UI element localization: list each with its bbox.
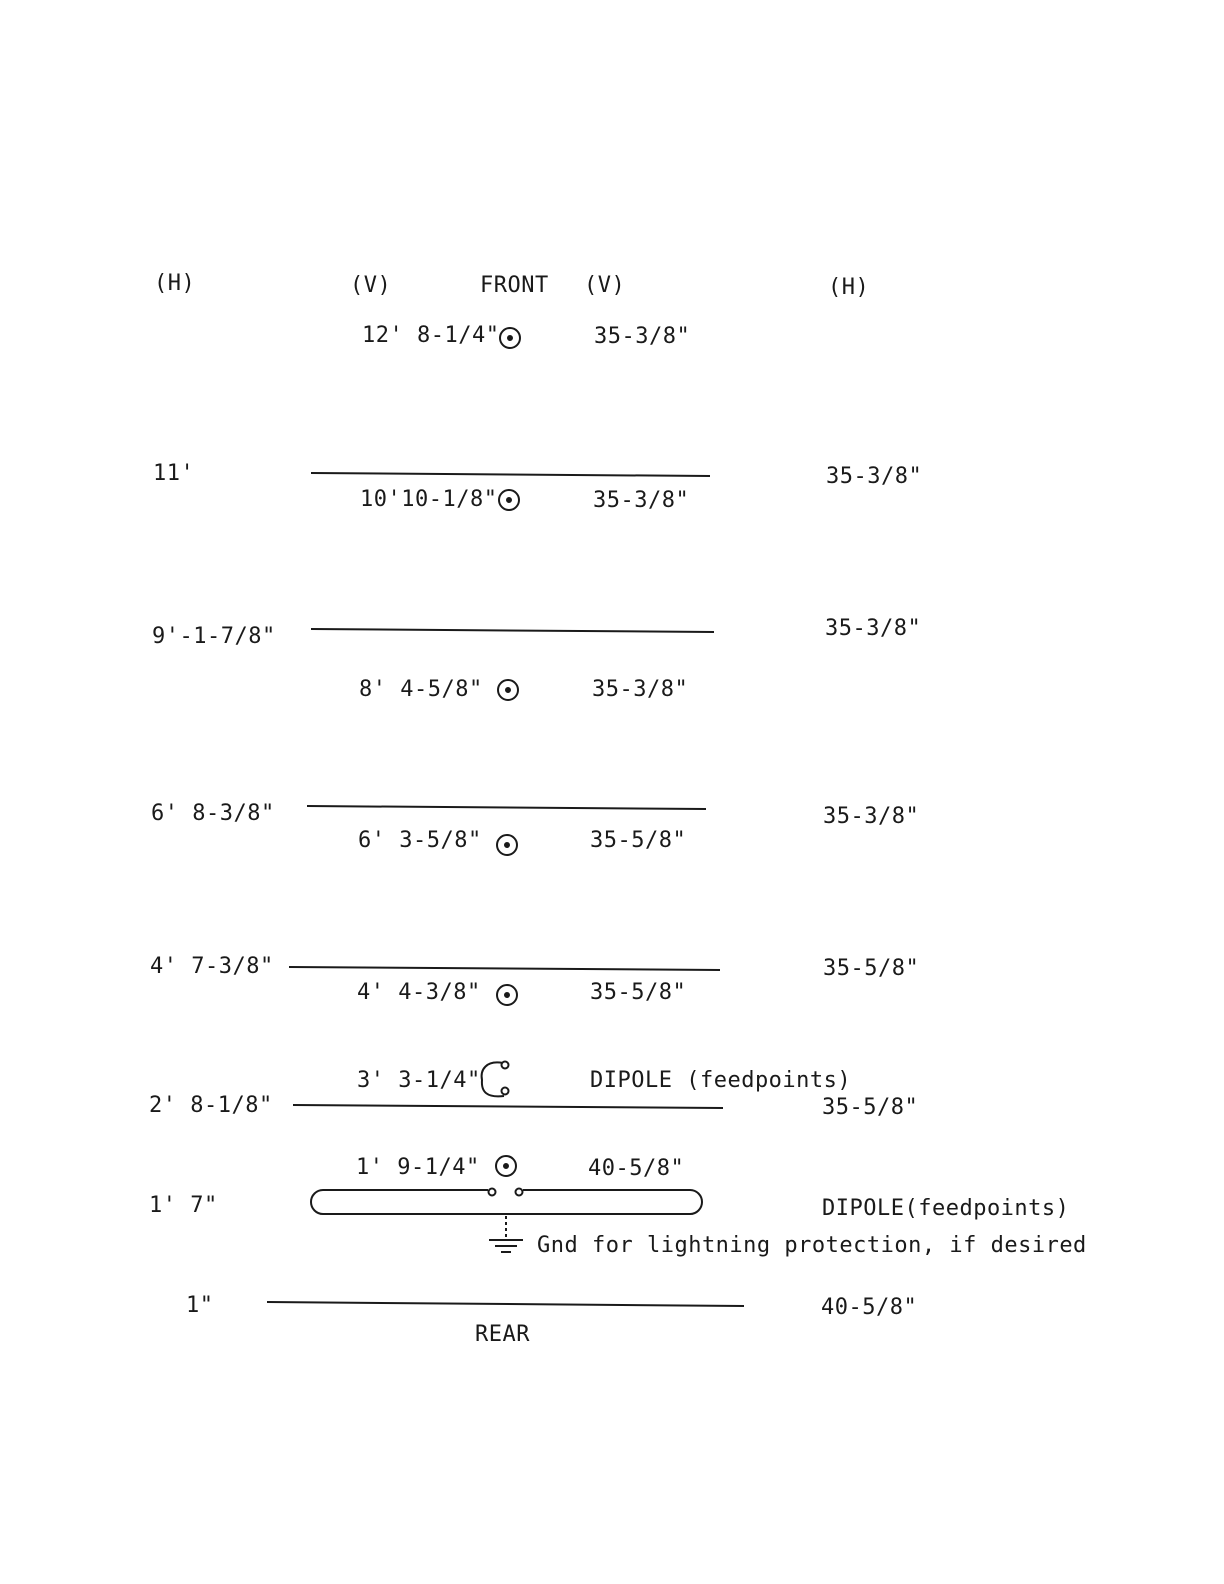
circle-dot-icon: [499, 490, 519, 510]
vertical-length: 35-5/8": [590, 980, 687, 1005]
horizontal-height: 1": [186, 1293, 214, 1318]
horizontal-element-line: [267, 1302, 744, 1306]
vertical-length: 35-3/8": [592, 677, 689, 702]
horizontal-length: 35-3/8": [825, 616, 922, 641]
horizontal-element-line: [311, 629, 714, 632]
folded-dipole-icon: [311, 1189, 702, 1215]
horizontal-height: 11': [153, 461, 195, 486]
header-h-right: (H): [828, 275, 870, 300]
ground-icon: [489, 1216, 523, 1252]
vertical-dipole-icon: [482, 1062, 509, 1097]
horizontal-element-line: [293, 1105, 723, 1108]
horizontal-length: 35-3/8": [823, 804, 920, 829]
vertical-height: 8' 4-5/8": [359, 677, 483, 702]
horizontal-element-line: [307, 806, 706, 809]
vertical-length: 40-5/8": [588, 1156, 685, 1181]
horizontal-height: 6' 8-3/8": [151, 801, 275, 826]
horizontal-length: 40-5/8": [821, 1295, 918, 1320]
header-h-left: (H): [154, 271, 196, 296]
horizontal-length: 35-5/8": [822, 1095, 919, 1120]
horizontal-element-line: [311, 473, 710, 476]
horizontal-height: 9'-1-7/8": [152, 624, 276, 649]
circle-dot-icon: [500, 328, 520, 348]
vertical-length: 35-5/8": [590, 828, 687, 853]
rear-label: REAR: [475, 1322, 530, 1347]
vertical-height: 4' 4-3/8": [357, 980, 481, 1005]
horizontal-length: DIPOLE(feedpoints): [822, 1196, 1070, 1221]
header-v-left: (V): [350, 273, 392, 298]
ground-note: Gnd for lightning protection, if desired: [537, 1233, 1087, 1258]
vertical-length: DIPOLE (feedpoints): [590, 1068, 852, 1093]
horizontal-length: 35-3/8": [826, 464, 923, 489]
vertical-length: 35-3/8": [593, 488, 690, 513]
circle-dot-icon: [498, 680, 518, 700]
vertical-height: 3' 3-1/4": [357, 1068, 481, 1093]
header-v-right: (V): [584, 273, 626, 298]
vertical-height: 12' 8-1/4": [362, 323, 500, 348]
vertical-height: 10'10-1/8": [360, 487, 498, 512]
horizontal-height: 4' 7-3/8": [150, 954, 274, 979]
circle-dot-icon: [497, 835, 517, 855]
vertical-height: 1' 9-1/4": [356, 1155, 480, 1180]
horizontal-length: 35-5/8": [823, 956, 920, 981]
vertical-height: 6' 3-5/8": [358, 828, 482, 853]
horizontal-height: 1' 7": [149, 1193, 218, 1218]
circle-dot-icon: [496, 1156, 516, 1176]
header-front: FRONT: [480, 273, 549, 298]
horizontal-element-line: [289, 967, 720, 970]
circle-dot-icon: [497, 985, 517, 1005]
horizontal-height: 2' 8-1/8": [149, 1093, 273, 1118]
vertical-length: 35-3/8": [594, 324, 691, 349]
